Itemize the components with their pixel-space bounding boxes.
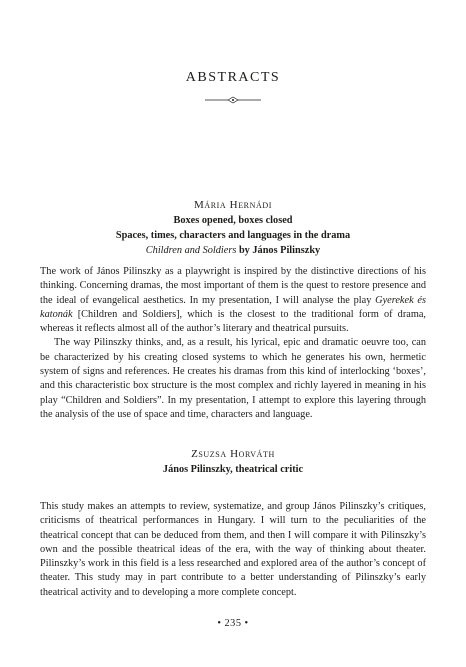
abstract-1-subtitle: Spaces, times, characters and languages in the drama (115, 230, 351, 241)
abstract-1-paragraph-1: The work of János Pilinszky as a playwright is inspired by the distinctive directions of his thinking. Concerning dramas, the most important of them is the quest to restore presence and the ideal of evangelical aesthetics. In my presentation, I will analyse the play Gyerekek és katonák [Children and Soldiers], which is the closest to the traditional form of drama, whereas it reflects almost all of the author’s literary and theatrical pursuits. (40, 266, 427, 335)
abstract-1-body (40, 265, 426, 422)
page-title: ABSTRACTS (185, 70, 281, 85)
abstract-2-paragraph-1: This study makes an attempts to review, systematize, and group János Pilinszky’s critiques, criticisms of theatrical performances in Hungary. I will turn to the peculiarities of the theatrical concept that can be deduced from them, and then I will compare it with Pilinszky’s own and the possible theatrical ideas of the era, with the way of thinking about theater. Pilinszky’s work in this field is a less researched and explored area of the author’s concept of theater. This study may in part contribute to a better understanding of Pilinszky’s early theatrical activity and to developing a more complete concept. (40, 501, 426, 598)
abstract-1-author: Mária Hernádi (193, 199, 273, 211)
abstract-2-title: János Pilinszky, theatrical critic (162, 464, 304, 475)
abstract-2-heading (40, 447, 426, 477)
ornament-divider-icon (205, 95, 261, 105)
page-number: • 235 • (217, 618, 249, 629)
abstract-1-by-author: by János Pilinszky (236, 245, 321, 256)
abstract-1-title: Boxes opened, boxes closed (173, 215, 293, 226)
abstract-2-body (40, 500, 426, 600)
abstract-1-title-line3 (40, 243, 426, 258)
abstract-1-play-title: Children and Soldiers (145, 245, 237, 256)
play-title-hungarian: Gyerekek és katonák (40, 294, 427, 320)
abstract-1-paragraph-2: The way Pilinszky thinks, and, as a result, his lyrical, epic and dramatic oeuvre too, can be characterized by his creating closed systems to which he generates his own, hermetic system of signs and references. He creates his dramas from this kind of interlocking ‘boxes’, and this characteristic box structure is the most complex and richly layered in meaning in his play “Children and Soldiers”. In my presentation, I attempt to explore this layering through the analysis of the use of space and time, characters and language. (40, 337, 426, 420)
abstract-1-heading (40, 198, 426, 258)
abstract-2-author: Zsuzsa Horváth (191, 448, 275, 460)
